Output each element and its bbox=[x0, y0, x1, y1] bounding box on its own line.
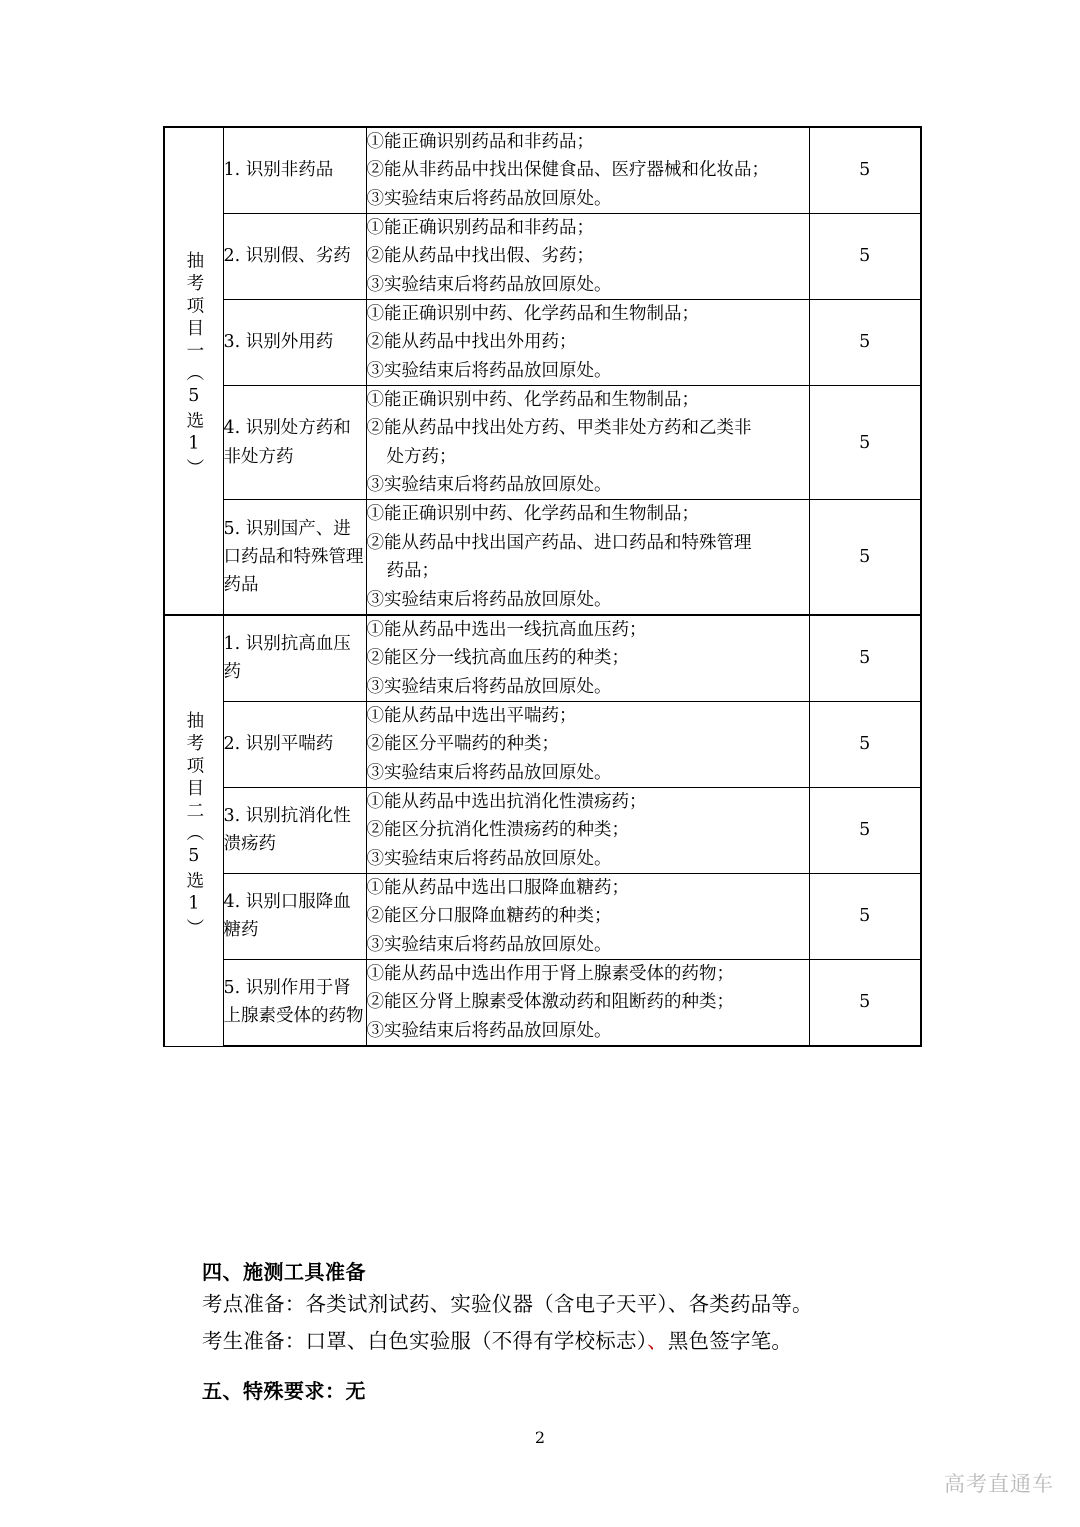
group-label-cell bbox=[164, 615, 223, 1046]
criteria-line: ②能区分抗消化性溃疡药的种类； bbox=[366, 820, 629, 841]
section-special-requirements bbox=[202, 1375, 962, 1404]
group-label-text: 抽考项目一（5选1） bbox=[183, 251, 204, 482]
criteria-line: ②能区分平喘药的种类； bbox=[366, 734, 559, 755]
student-prep-red-mark: 、 bbox=[647, 1329, 668, 1353]
table-row bbox=[164, 959, 921, 1046]
criteria-line: ①能从药品中选出作用于肾上腺素受体的药物； bbox=[366, 963, 734, 984]
criteria-line: ③实验结束后将药品放回原处。 bbox=[366, 274, 612, 295]
table-row bbox=[164, 127, 921, 214]
page-number: 2 bbox=[534, 1428, 546, 1447]
table-body bbox=[164, 127, 921, 1046]
score-cell: 5 bbox=[809, 873, 921, 959]
criteria-line: ②能从药品中找出处方药、甲类非处方药和乙类非 bbox=[366, 418, 752, 439]
section-heading-five: 五、特殊要求：无 bbox=[202, 1379, 366, 1403]
group-label-text: 抽考项目二（5选1） bbox=[183, 711, 204, 941]
score-cell: 5 bbox=[809, 959, 921, 1046]
criteria-line: 药品； bbox=[386, 561, 439, 582]
site-preparation-text: 考点准备：各类试剂试药、实验仪器（含电子天平）、各类药品等。 bbox=[202, 1292, 813, 1316]
section-tools-preparation bbox=[202, 1256, 962, 1285]
criteria-cell bbox=[366, 386, 809, 500]
site-preparation-line bbox=[202, 1294, 962, 1315]
table-row bbox=[164, 873, 921, 959]
criteria-line: ②能区分口服降血糖药的种类； bbox=[366, 906, 612, 927]
student-prep-before: 考生准备：口罩、白色实验服（不得有学校标志） bbox=[202, 1329, 648, 1353]
criteria-line: ②能区分肾上腺素受体激动药和阻断药的种类； bbox=[366, 992, 734, 1013]
score-cell: 5 bbox=[809, 214, 921, 300]
criteria-line: ①能正确识别药品和非药品； bbox=[366, 132, 594, 152]
item-name-cell: 5. 识别作用于肾上腺素受体的药物 bbox=[223, 959, 366, 1046]
table-row bbox=[164, 787, 921, 873]
item-name-cell: 4. 识别口服降血糖药 bbox=[223, 873, 366, 959]
item-name-cell: 3. 识别外用药 bbox=[223, 300, 366, 386]
criteria-line: ③实验结束后将药品放回原处。 bbox=[366, 188, 612, 209]
criteria-cell bbox=[366, 787, 809, 873]
criteria-line: ①能从药品中选出抗消化性溃疡药； bbox=[366, 791, 647, 812]
item-name-cell: 3. 识别抗消化性溃疡药 bbox=[223, 787, 366, 873]
score-cell: 5 bbox=[809, 615, 921, 702]
criteria-line: ①能正确识别中药、化学药品和生物制品； bbox=[366, 390, 699, 411]
criteria-line: ③实验结束后将药品放回原处。 bbox=[366, 589, 612, 610]
criteria-cell bbox=[366, 127, 809, 214]
score-cell: 5 bbox=[809, 127, 921, 214]
item-name-cell: 2. 识别假、劣药 bbox=[223, 214, 366, 300]
item-name-cell: 1. 识别非药品 bbox=[223, 127, 366, 214]
criteria-line: ②能从非药品中找出保健食品、医疗器械和化妆品； bbox=[366, 160, 769, 181]
student-preparation-line bbox=[202, 1331, 962, 1352]
item-name-cell: 4. 识别处方药和非处方药 bbox=[223, 386, 366, 500]
item-name-cell: 1. 识别抗高血压药 bbox=[223, 615, 366, 702]
table-row bbox=[164, 386, 921, 500]
score-cell: 5 bbox=[809, 787, 921, 873]
criteria-line: ①能从药品中选出一线抗高血压药； bbox=[366, 619, 647, 640]
criteria-line: ③实验结束后将药品放回原处。 bbox=[366, 475, 612, 496]
criteria-line: ③实验结束后将药品放回原处。 bbox=[366, 1020, 612, 1041]
table-row bbox=[164, 500, 921, 615]
student-prep-after: 黑色签字笔。 bbox=[667, 1329, 793, 1353]
criteria-line: ②能从药品中找出国产药品、进口药品和特殊管理 bbox=[366, 532, 752, 553]
criteria-cell bbox=[366, 214, 809, 300]
table-row bbox=[164, 615, 921, 702]
criteria-cell bbox=[366, 959, 809, 1046]
section-heading-four: 四、施测工具准备 bbox=[202, 1260, 366, 1284]
criteria-line: ①能正确识别药品和非药品； bbox=[366, 218, 594, 239]
table-row bbox=[164, 300, 921, 386]
criteria-line: ②能从药品中找出外用药； bbox=[366, 332, 577, 353]
item-name-cell: 5. 识别国产、进口药品和特殊管理药品 bbox=[223, 500, 366, 615]
score-cell: 5 bbox=[809, 300, 921, 386]
score-cell: 5 bbox=[809, 701, 921, 787]
criteria-cell bbox=[366, 873, 809, 959]
student-preparation-text bbox=[202, 1331, 962, 1352]
score-cell: 5 bbox=[809, 500, 921, 615]
criteria-line: ③实验结束后将药品放回原处。 bbox=[366, 676, 612, 697]
criteria-line: ③实验结束后将药品放回原处。 bbox=[366, 934, 612, 955]
item-name-cell: 2. 识别平喘药 bbox=[223, 701, 366, 787]
criteria-line: ①能从药品中选出平喘药； bbox=[366, 705, 577, 726]
table-row bbox=[164, 701, 921, 787]
criteria-line: ③实验结束后将药品放回原处。 bbox=[366, 848, 612, 869]
criteria-cell bbox=[366, 701, 809, 787]
assessment-items-table bbox=[163, 126, 922, 1047]
criteria-cell bbox=[366, 300, 809, 386]
criteria-line: ②能区分一线抗高血压药的种类； bbox=[366, 648, 629, 669]
watermark: 高考直通车 bbox=[944, 1472, 1054, 1496]
criteria-line: ②能从药品中找出假、劣药； bbox=[366, 246, 594, 267]
criteria-line: 处方药； bbox=[386, 446, 457, 467]
criteria-line: ①能正确识别中药、化学药品和生物制品； bbox=[366, 304, 699, 325]
criteria-line: ③实验结束后将药品放回原处。 bbox=[366, 762, 612, 783]
criteria-line: ③实验结束后将药品放回原处。 bbox=[366, 360, 612, 381]
criteria-cell bbox=[366, 500, 809, 615]
score-cell: 5 bbox=[809, 386, 921, 500]
table-row bbox=[164, 214, 921, 300]
criteria-line: ①能正确识别中药、化学药品和生物制品； bbox=[366, 504, 699, 525]
criteria-line: ①能从药品中选出口服降血糖药； bbox=[366, 877, 629, 898]
group-label-cell bbox=[164, 127, 223, 615]
criteria-cell bbox=[366, 615, 809, 702]
